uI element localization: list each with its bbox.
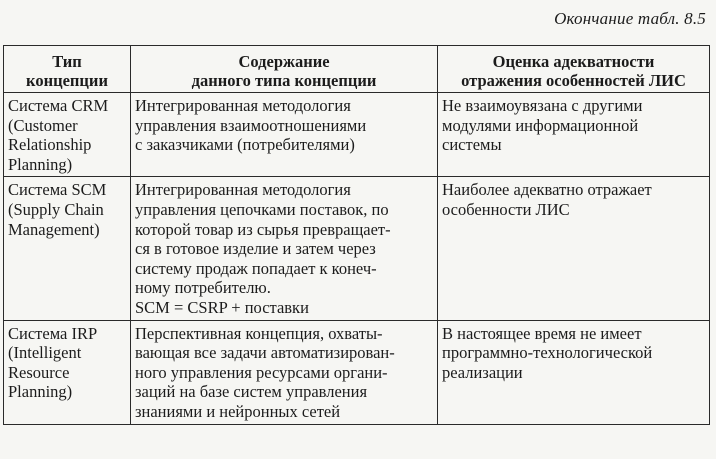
cell-line: (Customer [8,115,78,135]
header-type [4,46,131,93]
table-row [4,93,710,177]
cell-line: с заказчиками (потребителями) [135,135,355,155]
content-cell [131,93,438,177]
header-type-line: Тип [52,52,82,71]
cell-line: управления цепочками поставок, по [135,199,389,219]
cell-line: ному потребителю. [135,278,271,298]
cell-line: модулями информационной [442,115,639,135]
header-evaluation [438,46,710,93]
cell-line: (Supply Chain [8,199,104,219]
cell-line: ного управления ресурсами органи- [135,362,388,382]
cell-line: Management) [8,219,100,239]
header-content-line: данного типа концепции [191,71,377,90]
cell-line: системы [442,135,502,155]
cell-line: Resource [8,362,70,382]
cell-line: Planning) [8,154,73,174]
content-cell [131,320,438,424]
table-caption: Окончание табл. 8.5 [554,9,706,28]
type-cell [4,320,131,424]
cell-line: Planning) [8,382,73,402]
cell-line: (Intelligent [8,343,82,363]
table-header-row [4,46,710,93]
cell-line: Система SCM [8,180,107,200]
cell-line: Интегрированная методология [135,180,351,200]
cell-line: особенности ЛИС [442,199,570,219]
cell-line: программно-технологической [442,343,653,363]
cell-line: Система CRM [8,96,109,115]
cell-line: которой товар из сырья превращает- [135,219,391,239]
table-row [4,320,710,424]
cell-line: Интегрированная методология [135,96,351,115]
evaluation-cell [438,93,710,177]
header-type-line: концепции [26,71,108,90]
cell-line: Relationship [8,135,92,155]
evaluation-cell [438,177,710,320]
cell-line: заций на базе систем управления [135,382,368,402]
header-content-line: Содержание [238,52,330,71]
evaluation-cell [438,320,710,424]
cell-line: Наиболее адекватно отражает [442,180,652,200]
cell-line: В настоящее время не имеет [442,323,642,343]
cell-line: управления взаимоотношениями [135,115,367,135]
cell-line: систему продаж попадает к конеч- [135,258,377,278]
header-evaluation-line: Оценка адекватности [492,52,655,71]
cell-line: вающая все задачи автоматизирован- [135,343,395,363]
cell-line: SCM = CSRP + поставки [135,297,309,317]
cell-line: реализации [442,362,523,382]
table-row [4,177,710,320]
content-cell [131,177,438,320]
cell-line: знаниями и нейронных сетей [135,401,341,421]
type-cell [4,177,131,320]
header-evaluation-line: отражения особенностей ЛИС [461,71,686,90]
type-cell [4,93,131,177]
cell-line: Перспективная концепция, охваты- [135,323,383,343]
cell-line: ся в готовое изделие и затем через [135,239,376,259]
cell-line: Не взаимоувязана с другими [442,96,643,115]
concepts-table [3,45,710,425]
cell-line: Система IRP [8,323,98,343]
header-content [131,46,438,93]
